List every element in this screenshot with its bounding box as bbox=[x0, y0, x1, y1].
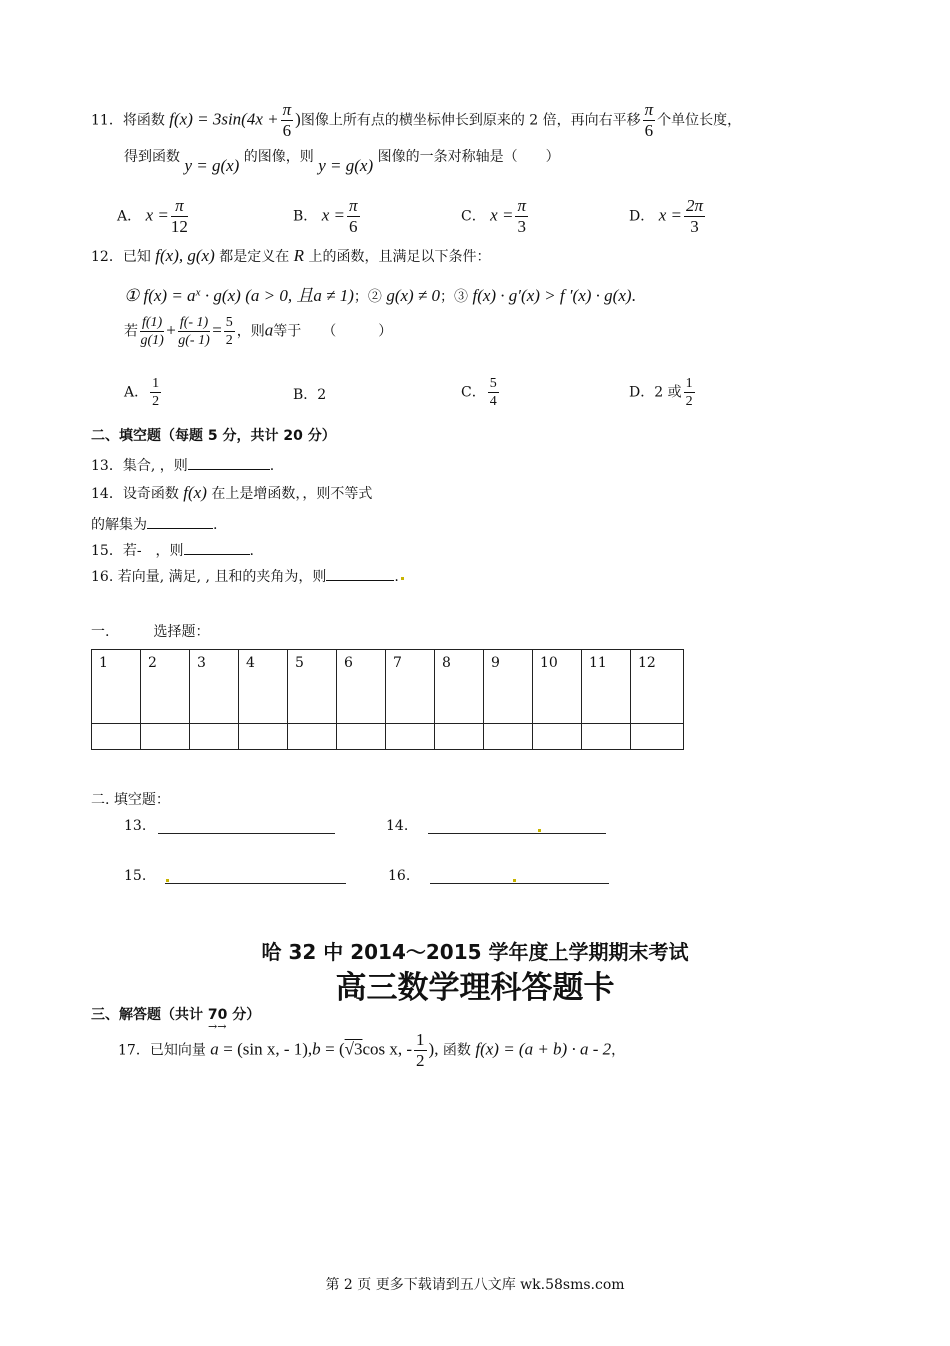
text: 17．已知向量 bbox=[118, 1042, 206, 1059]
option-label: C． bbox=[461, 384, 486, 401]
period: . bbox=[631, 286, 636, 305]
q11-option-a bbox=[117, 196, 190, 237]
answer-cell[interactable] bbox=[386, 724, 435, 750]
question-14-line2 bbox=[91, 514, 217, 534]
separator: ；③ bbox=[440, 289, 473, 305]
math-expression: y = g(x) bbox=[318, 156, 374, 175]
denominator: 6 bbox=[282, 121, 292, 140]
operator: + bbox=[166, 320, 176, 340]
section-3-heading: 三、解答题（共计 70 分） bbox=[91, 1007, 261, 1023]
math-expression: x = bbox=[658, 205, 682, 225]
operator: = bbox=[212, 320, 222, 340]
vector-arrows: →→ bbox=[208, 1020, 227, 1033]
answer-cell[interactable] bbox=[435, 724, 484, 750]
condition-1-rest: · g(x) bbox=[204, 286, 241, 305]
math-expression: f(x), g(x) bbox=[155, 246, 215, 265]
option-label: D． bbox=[629, 208, 655, 225]
numerator: π bbox=[517, 196, 526, 215]
question-11-line1 bbox=[91, 100, 741, 141]
math-expression: f(x) bbox=[183, 483, 207, 502]
q11-option-d bbox=[629, 196, 707, 237]
section-number: 一. bbox=[91, 624, 110, 640]
math-expression: y = g(x) bbox=[184, 156, 240, 175]
fraction bbox=[178, 314, 210, 349]
text: 个单位长度， bbox=[657, 112, 742, 129]
math-expression: cos x, - bbox=[362, 1039, 413, 1059]
numerator: π bbox=[349, 196, 358, 215]
table-row bbox=[92, 650, 684, 724]
question-number: 12． bbox=[91, 249, 123, 265]
text: 在上是增函数，，则不等式 bbox=[211, 486, 373, 502]
fill-label-15: 15. bbox=[124, 868, 147, 884]
text: ，则 bbox=[236, 323, 265, 340]
mark-dot bbox=[166, 879, 169, 882]
exponent: x bbox=[195, 286, 201, 299]
fill-answer-line-14[interactable] bbox=[428, 833, 606, 834]
column-header: 6 bbox=[337, 650, 386, 724]
denominator: 6 bbox=[349, 217, 358, 236]
fraction bbox=[414, 1030, 427, 1071]
choice-answer-table bbox=[91, 649, 684, 750]
denominator: 2 bbox=[152, 394, 160, 409]
fill-answer-line-16[interactable] bbox=[430, 883, 609, 884]
answer-cell[interactable] bbox=[631, 724, 684, 750]
math-expression: x = bbox=[321, 205, 346, 225]
text: 函数 bbox=[442, 1042, 471, 1059]
comma: ， bbox=[611, 1042, 626, 1059]
text: 图像的一条对称轴是（ ） bbox=[377, 149, 560, 165]
denominator: 3 bbox=[690, 217, 699, 236]
fraction bbox=[347, 196, 360, 237]
fill-label-13: 13. bbox=[124, 818, 147, 834]
answer-cell[interactable] bbox=[582, 724, 631, 750]
question-14-line1 bbox=[91, 483, 372, 503]
vector-b: b bbox=[312, 1039, 321, 1059]
fraction bbox=[140, 314, 164, 349]
q12-option-d bbox=[629, 375, 697, 410]
question-13 bbox=[91, 455, 274, 475]
denominator: 4 bbox=[489, 394, 497, 409]
question-17 bbox=[118, 1030, 625, 1071]
option-label: A． bbox=[124, 384, 149, 401]
column-header: 5 bbox=[288, 650, 337, 724]
question-12-line1 bbox=[91, 246, 491, 266]
fill-label-16: 16. bbox=[388, 868, 411, 884]
fraction bbox=[643, 100, 656, 141]
fill-answer-line-13[interactable] bbox=[158, 833, 335, 834]
math-expression: x = bbox=[490, 205, 514, 225]
section-2-heading: 二、填空题（每题 5 分，共计 20 分） bbox=[91, 428, 336, 444]
question-16 bbox=[91, 566, 399, 586]
answer-section-1-label bbox=[91, 621, 209, 641]
fraction bbox=[488, 375, 499, 410]
period: . bbox=[269, 458, 275, 474]
period: . bbox=[394, 569, 399, 585]
paren: ), bbox=[428, 1039, 439, 1059]
question-number: 11． bbox=[91, 112, 123, 129]
math-symbol: R bbox=[293, 246, 305, 265]
text: 的图像，则 bbox=[243, 149, 314, 165]
text: 15．若- ，则 bbox=[91, 543, 184, 559]
page-footer: 第 2 页 更多下载请到五八文库 wk.58sms.com bbox=[325, 1277, 625, 1293]
denominator: 3 bbox=[517, 217, 526, 236]
numerator: π bbox=[171, 196, 188, 217]
text: 已知 bbox=[122, 249, 151, 265]
text: 都是定义在 bbox=[219, 249, 290, 265]
fraction bbox=[515, 196, 528, 237]
column-header: 12 bbox=[631, 650, 684, 724]
denominator: 2 bbox=[685, 394, 693, 409]
answer-cell[interactable] bbox=[288, 724, 337, 750]
numerator: 2π bbox=[685, 196, 703, 215]
denominator: g(1) bbox=[140, 333, 164, 348]
column-header: 11 bbox=[582, 650, 631, 724]
period: . bbox=[213, 517, 218, 533]
numerator: π bbox=[644, 100, 654, 119]
math-expression: x = bbox=[145, 205, 169, 225]
q12-option-a bbox=[124, 375, 163, 410]
denominator: 12 bbox=[170, 217, 188, 236]
separator: ；② bbox=[353, 289, 387, 305]
question-12-conditions bbox=[124, 281, 636, 306]
question-15 bbox=[91, 540, 254, 560]
answer-blank bbox=[184, 540, 250, 555]
text: 13．集合, ，则 bbox=[91, 458, 188, 474]
denominator: 6 bbox=[644, 121, 654, 140]
numerator: 5 bbox=[489, 376, 497, 391]
column-header: 9 bbox=[484, 650, 533, 724]
q12-option-c bbox=[461, 375, 501, 410]
fraction bbox=[171, 196, 188, 237]
fraction bbox=[684, 196, 705, 237]
text: 16. 若向量, 满足, , 且和的夹角为，则 bbox=[91, 569, 327, 585]
math-expression: f(x) = 3sin(4x + bbox=[169, 109, 279, 129]
fraction bbox=[684, 375, 695, 410]
column-header: 1 bbox=[92, 650, 141, 724]
text: 上的函数，且满足以下条件： bbox=[308, 249, 491, 265]
answer-blank bbox=[326, 566, 394, 581]
period: . bbox=[249, 543, 254, 559]
numerator: 1 bbox=[685, 376, 693, 391]
vector-a: a bbox=[210, 1039, 219, 1059]
condition-2: g(x) ≠ 0 bbox=[386, 286, 441, 305]
condition-1-domain: (a > 0, 且a ≠ 1) bbox=[245, 286, 354, 305]
text: 的解集为 bbox=[91, 517, 147, 533]
math-symbol: a bbox=[264, 320, 274, 340]
fill-label-14: 14. bbox=[386, 818, 409, 834]
denominator: g(- 1) bbox=[178, 333, 210, 348]
column-header: 10 bbox=[533, 650, 582, 724]
option-label: D． bbox=[629, 384, 655, 401]
fill-answer-line-15[interactable] bbox=[165, 883, 346, 884]
q12-option-b bbox=[293, 384, 326, 404]
answer-cell[interactable] bbox=[141, 724, 190, 750]
numerator: 1 bbox=[416, 1030, 425, 1049]
q11-option-c bbox=[461, 196, 530, 237]
answer-cell[interactable] bbox=[239, 724, 288, 750]
mark-dot bbox=[401, 577, 404, 580]
column-header: 2 bbox=[141, 650, 190, 724]
option-label: B． bbox=[293, 208, 318, 225]
mark-dot bbox=[513, 879, 516, 882]
condition-3: f(x) · g′(x) > f ′(x) · g(x) bbox=[472, 286, 632, 305]
column-header: 7 bbox=[386, 650, 435, 724]
fraction bbox=[224, 314, 235, 349]
text: 得到函数 bbox=[124, 149, 180, 165]
answer-cell[interactable] bbox=[484, 724, 533, 750]
numerator: f(1) bbox=[142, 315, 163, 330]
section-label: 选择题： bbox=[153, 624, 210, 640]
answer-cell[interactable] bbox=[533, 724, 582, 750]
text: 将函数 bbox=[122, 112, 165, 129]
answer-blank bbox=[147, 514, 213, 529]
option-label: B． bbox=[293, 387, 318, 403]
numerator: 5 bbox=[225, 315, 233, 330]
option-value: 2 bbox=[317, 387, 327, 403]
column-header: 3 bbox=[190, 650, 239, 724]
condition-1: ① f(x) = a bbox=[124, 286, 196, 305]
table-row bbox=[92, 724, 684, 750]
math-expression: = (sin x, - 1), bbox=[223, 1039, 313, 1059]
option-label: A． bbox=[117, 208, 142, 225]
answer-section-2-label: 二. 填空题： bbox=[91, 792, 170, 808]
question-12-line3 bbox=[124, 314, 392, 349]
column-header: 4 bbox=[239, 650, 288, 724]
fraction bbox=[150, 375, 161, 410]
exam-title: 哈 32 中 2014～2015 学年度上学期期末考试 bbox=[261, 940, 689, 964]
denominator: 2 bbox=[416, 1051, 425, 1070]
text: 图像上所有点的横坐标伸长到原来的 2 倍，再向右平移 bbox=[300, 112, 641, 129]
text: 若 bbox=[124, 323, 138, 340]
column-header: 8 bbox=[435, 650, 484, 724]
answer-cell[interactable] bbox=[190, 724, 239, 750]
answer-sheet-title: 高三数学理科答题卡 bbox=[335, 970, 615, 1006]
numerator: π bbox=[282, 100, 292, 119]
sqrt-expression: √3 bbox=[344, 1039, 363, 1059]
option-label: C． bbox=[461, 208, 486, 225]
math-expression: f(x) = (a + b) · a - 2 bbox=[475, 1039, 612, 1059]
denominator: 2 bbox=[225, 333, 233, 348]
math-expression: = ( bbox=[325, 1039, 345, 1059]
answer-cell[interactable] bbox=[337, 724, 386, 750]
numerator: 1 bbox=[152, 376, 160, 391]
answer-cell[interactable] bbox=[92, 724, 141, 750]
answer-blank bbox=[188, 455, 270, 470]
paren: ) bbox=[295, 109, 301, 129]
text: 等于 （ ） bbox=[273, 323, 393, 340]
text: 14．设奇函数 bbox=[91, 486, 179, 502]
question-11-line2 bbox=[124, 146, 560, 175]
fraction bbox=[281, 100, 294, 141]
q11-option-b bbox=[293, 196, 362, 237]
numerator: f(- 1) bbox=[179, 315, 209, 330]
mark-dot bbox=[538, 829, 541, 832]
option-value: 2 或 bbox=[654, 384, 682, 401]
